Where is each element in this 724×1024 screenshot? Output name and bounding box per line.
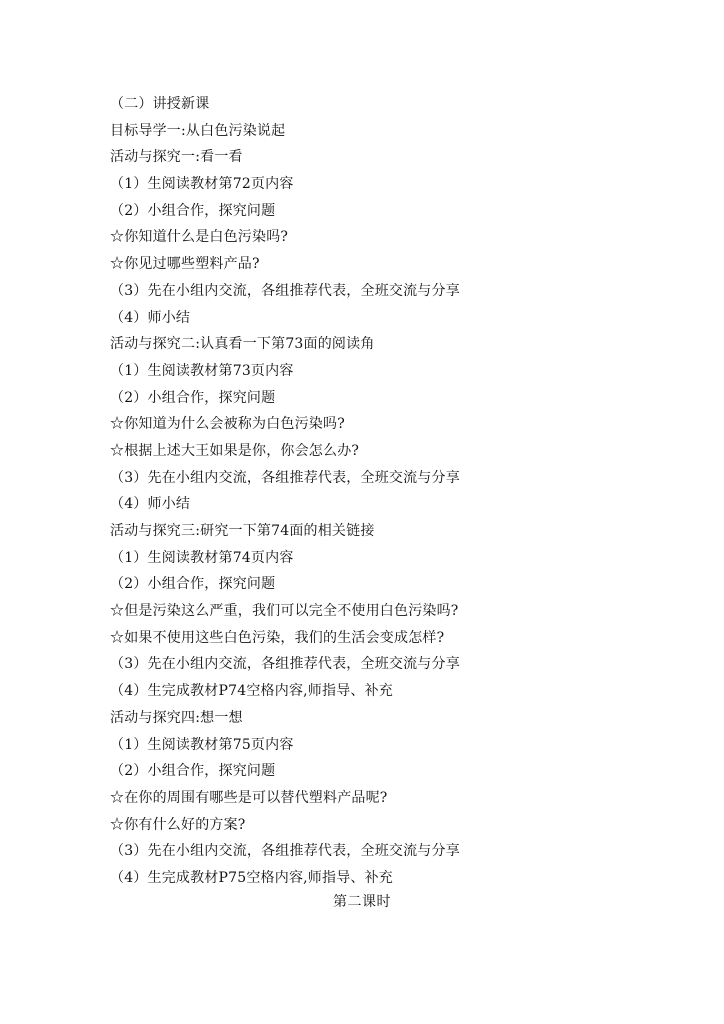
objective-heading: 目标导学一:从白色污染说起 — [110, 122, 286, 139]
text-line: （3）先在小组内交流，各组推荐代表，全班交流与分享 — [110, 656, 460, 673]
question-line: ☆在你的周围有哪些是可以替代塑料产品呢? — [110, 789, 388, 806]
question-line: ☆根据上述大王如果是你，你会怎么办? — [110, 442, 360, 459]
question-line: ☆你有什么好的方案? — [110, 816, 246, 833]
text-line: （2）小组合作，探究问题 — [110, 389, 276, 406]
text-line: （4）师小结 — [110, 496, 191, 513]
activity-heading: 活动与探究三:研究一下第74面的相关链接 — [110, 523, 375, 539]
question-line: ☆你知道什么是白色污染吗? — [110, 229, 289, 246]
text-line: （1）生阅读教材第72页内容 — [110, 176, 294, 193]
text-line: （3）先在小组内交流，各组推荐代表，全班交流与分享 — [110, 843, 460, 860]
text-line: （2）小组合作，探究问题 — [110, 576, 276, 593]
text-line: （3）先在小组内交流，各组推荐代表，全班交流与分享 — [110, 282, 460, 299]
lesson-content — [110, 91, 670, 892]
question-line: ☆你见过哪些塑料产品? — [110, 256, 260, 273]
next-lesson-heading: 第二课时 — [333, 894, 391, 910]
question-line: ☆你知道为什么会被称为白色污染吗? — [110, 416, 345, 433]
question-line: ☆如果不使用这些白色污染，我们的生活会变成怎样? — [110, 629, 445, 646]
activity-heading: 活动与探究二:认真看一下第73面的阅读角 — [110, 336, 375, 353]
activity-heading: 活动与探究四:想一想 — [110, 709, 243, 726]
text-line: （3）先在小组内交流，各组推荐代表，全班交流与分享 — [110, 469, 460, 486]
activity-heading: 活动与探究一:看一看 — [110, 149, 243, 166]
text-line: （1）生阅读教材第74页内容 — [110, 549, 294, 566]
section-heading: （二）讲授新课 — [110, 96, 210, 112]
text-line: （1）生阅读教材第73页内容 — [110, 362, 294, 379]
text-line: （4）师小结 — [110, 309, 191, 326]
text-line: （4）生完成教材P75空格内容,师指导、补充 — [110, 869, 393, 886]
text-line: （2）小组合作，探究问题 — [110, 763, 276, 780]
question-line: ☆但是污染这么严重，我们可以完全不使用白色污染吗? — [110, 603, 459, 620]
text-line: （1）生阅读教材第75页内容 — [110, 736, 294, 753]
text-line: （2）小组合作，探究问题 — [110, 202, 276, 219]
text-line: （4）生完成教材P74空格内容,师指导、补充 — [110, 683, 393, 700]
